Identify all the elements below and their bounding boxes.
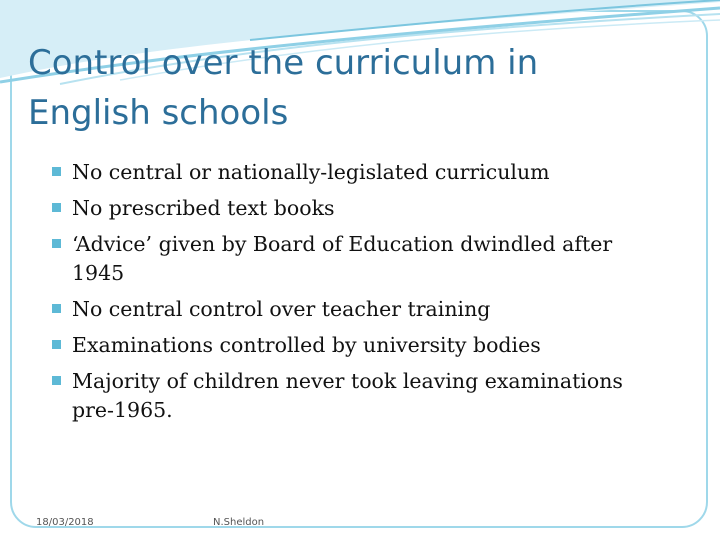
bullet-item [46,364,686,427]
bullet-item [46,227,686,290]
square-bullet-icon [52,203,61,212]
bullet-text: Majority of children never took leaving examinations [72,369,623,393]
square-bullet-icon [52,340,61,349]
bullet-item [46,155,686,189]
footer-date: 18/03/2018 [36,517,94,528]
bullet-item [46,328,686,362]
square-bullet-icon [52,304,61,313]
bullet-text: No central or nationally-legislated curriculum [72,160,550,184]
title-line-1: Control over the curriculum in [28,43,539,83]
slide-title [28,38,668,138]
bullet-text-continued: 1945 [72,261,125,285]
bullet-item [46,292,686,326]
title-line-2: English schools [28,93,289,133]
square-bullet-icon [52,167,61,176]
square-bullet-icon [52,376,61,385]
bullet-text-continued: pre-1965. [72,398,173,422]
square-bullet-icon [52,239,61,248]
bullet-text: ‘Advice’ given by Board of Education dwindled after [72,232,613,256]
bullet-text: No prescribed text books [72,196,335,220]
footer-author: N.Sheldon [213,517,265,528]
bullet-text: No central control over teacher training [72,297,491,321]
bullet-list [46,155,686,429]
bullet-text: Examinations controlled by university bodies [72,333,541,357]
bullet-item [46,191,686,225]
